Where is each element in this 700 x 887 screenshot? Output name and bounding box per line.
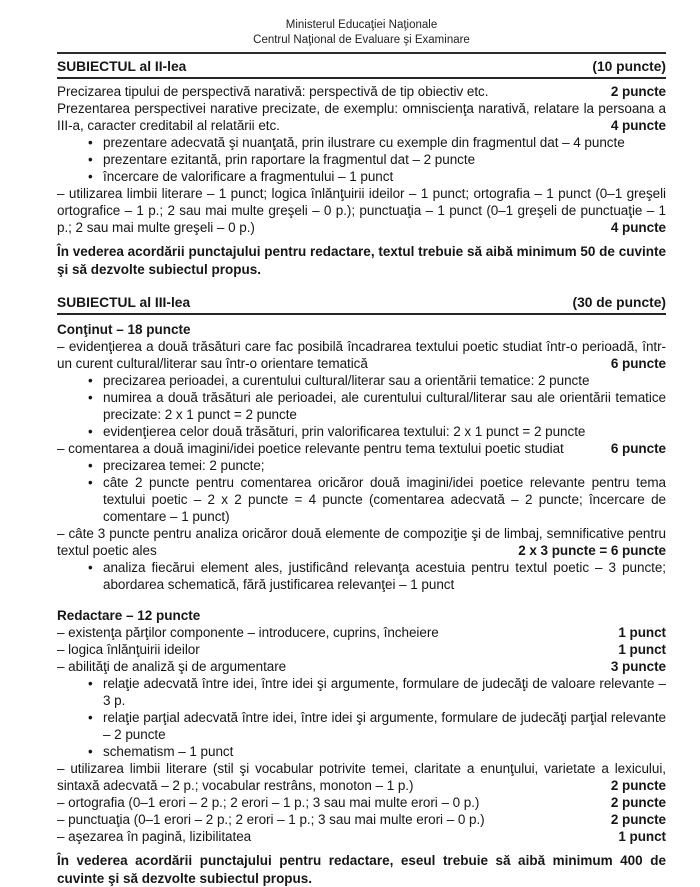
rubric-content [57,58,666,887]
rubric-item [57,828,666,845]
rubric-item-points: 4 puncte [601,117,666,134]
rubric-item [57,794,666,811]
rubric-item-points: 4 puncte [601,219,666,236]
bullet-icon: • [88,373,93,388]
bullet-item [57,372,666,389]
bullet-item [57,743,666,760]
rubric-item [57,811,666,828]
bullet-icon: • [88,424,93,439]
rubric-item-text: Prezentarea perspectivei narative precizate, de exemplu: omniscienţa narativă, relatare la persoana a III-a, caracter creditabil al relatării etc. [57,101,666,133]
bullet-text: încercare de valorificare a fragmentului – 1 punct [103,169,394,184]
rubric-item [57,760,666,794]
section-heading [57,294,666,315]
rubric-item-text: – câte 3 puncte pentru analiza oricăror două elemente de compoziţie şi de limbaj, semnificative pentru textul poetic ales [57,526,666,558]
rubric-item-points: 1 punct [608,624,666,641]
bullet-icon: • [88,152,93,167]
rubric-item-text: – utilizarea limbii literare (stil şi vocabular potrivite temei, claritate a enunţului, varietate a lexicului, sintaxă adecvată – 2 p.; vocabular restrâns, monoton – 1 p.) [57,761,666,793]
subsection-title: Redactare – 12 puncte [57,608,201,623]
rubric-item-text: – logica înlănţuirii ideilor [57,642,200,657]
bullet-icon: • [88,390,93,405]
bullet-text: schematism – 1 punct [103,744,234,759]
rubric-item-text: – aşezarea în pagină, lizibilitatea [57,829,252,844]
bold-note: În vederea acordării punctajului pentru redactare, eseul trebuie să aibă minimum 400 de cuvinte şi să dezvolte subiectul propus. [57,853,666,886]
rubric-item-points: 2 puncte [601,794,666,811]
section-title: SUBIECTUL al II-lea [57,59,187,74]
rubric-item [57,100,666,134]
rubric-item [57,185,666,236]
bullet-text: precizarea temei: 2 puncte; [103,458,265,473]
bullet-text: numirea a două trăsături ale perioadei, ale curentului cultural/literar sau ale orientării tematice precizate: 2 x 1 punct = 2 puncte [103,390,666,422]
bullet-text: câte 2 puncte pentru comentarea oricăror două imagini/idei poetice relevante pentru tema textului poetic – 2 x 2 puncte = 4 puncte (comentarea adecvată – 2 puncte; încercare de comentare – 1 punct) [103,475,666,524]
bullet-item [57,168,666,185]
rubric-item [57,83,666,100]
bullet-icon: • [88,475,93,490]
document-header [57,18,666,48]
rubric-item-text: – existenţa părţilor componente – introducere, cuprins, încheiere [57,625,439,640]
bold-note: În vederea acordării punctajului pentru redactare, textul trebuie să aibă minimum 50 de cuvinte şi să dezvolte subiectul propus. [57,244,666,277]
bullet-icon: • [88,676,93,691]
bullet-item [57,474,666,525]
bullet-text: relaţie adecvată între idei, între idei şi argumente, formulare de judecăţi de valoare relevante – 3 p. [103,676,666,708]
rubric-item-text: – abilităţi de analiză şi de argumentare [57,659,287,674]
section-title: SUBIECTUL al III-lea [57,295,191,310]
bullet-text: analiza fiecărui element ales, justificând relevanţa acestuia pentru textul poetic – 3 puncte; abordarea schematică, fără justificarea relevanţei – 1 punct [103,560,666,592]
ministry-name: Ministerul Educaţiei Naţionale [285,19,438,31]
rubric-item [57,641,666,658]
bullet-item [57,151,666,168]
rubric-item [57,624,666,641]
bullet-item [57,709,666,743]
rubric-item [57,525,666,559]
bullet-icon: • [88,744,93,759]
bullet-item [57,134,666,151]
rubric-item-points: 2 puncte [601,83,666,100]
section-points-label: (10 puncte) [592,59,666,74]
rubric-item-text: – punctuaţia (0–1 erori – 2 p.; 2 erori – 1 p.; 3 sau mai multe erori – 0 p.) [57,812,485,827]
rubric-item-text: – evidenţierea a două trăsături care fac posibilă încadrarea textului poetic studiat într-o perioadă, într-un curent cultural/literar sau într-o orientare tematică [57,339,666,371]
bullet-text: evidenţierea celor două trăsături, prin valorificarea textului: 2 x 1 punct = 2 puncte [103,424,586,439]
bullet-text: relaţie parţial adecvată între idei, între idei şi argumente, formulare de judecăţi parţial relevante – 2 puncte [103,710,666,742]
subsection-title: Conţinut – 18 puncte [57,322,191,337]
bullet-item [57,457,666,474]
rubric-item-text: Precizarea tipului de perspectivă narativă: perspectivă de tip obiectiv etc. [57,84,489,99]
bullet-text: prezentare adecvată şi nuanţată, prin ilustrare cu exemple din fragmentul dat – 4 puncte [103,135,625,150]
rubric-item-points: 2 x 3 puncte = 6 puncte [508,542,666,559]
rubric-item [57,338,666,372]
rubric-item [57,658,666,675]
bullet-item [57,389,666,423]
rubric-item-points: 3 puncte [601,658,666,675]
bullet-icon: • [88,560,93,575]
bullet-item [57,675,666,709]
rubric-item [57,440,666,457]
rubric-item-points: 1 punct [608,828,666,845]
bullet-text: prezentare ezitantă, prin raportare la fragmentul dat – 2 puncte [103,152,476,167]
rubric-item-points: 2 puncte [601,811,666,828]
rubric-item-text: – comentarea a două imagini/idei poetice relevante pentru tema textului poetic studiat [57,441,564,456]
bullet-item [57,423,666,440]
bullet-icon: • [88,169,93,184]
rubric-item-points: 1 punct [608,641,666,658]
bullet-icon: • [88,135,93,150]
rubric-item-points: 6 puncte [601,440,666,457]
section-heading [57,58,666,79]
header-divider [57,52,666,54]
center-name: Centrul Naţional de Evaluare şi Examinare [253,34,470,46]
section-points-label: (30 de puncte) [572,295,666,310]
rubric-item-points: 6 puncte [601,355,666,372]
bullet-text: precizarea perioadei, a curentului cultural/literar sau a orientării tematice: 2 puncte [103,373,590,388]
rubric-item-text: – ortografia (0–1 erori – 2 p.; 2 erori – 1 p.; 3 sau mai multe erori – 0 p.) [57,795,480,810]
rubric-item-points: 2 puncte [601,777,666,794]
bullet-item [57,559,666,593]
bullet-icon: • [88,458,93,473]
rubric-item-text: – utilizarea limbii literare – 1 punct; logica înlănţuirii ideilor – 1 punct; ortografia – 1 punct (0–1 greşeli ortografice – 1 p.; 2 sau mai multe greşeli – 0 p.); punctuaţia – 1 punct (0–1 greşeli de punctuaţie – 1 p.; 2 sau mai multe greşeli – 0 p.) [57,186,666,235]
bullet-icon: • [88,710,93,725]
